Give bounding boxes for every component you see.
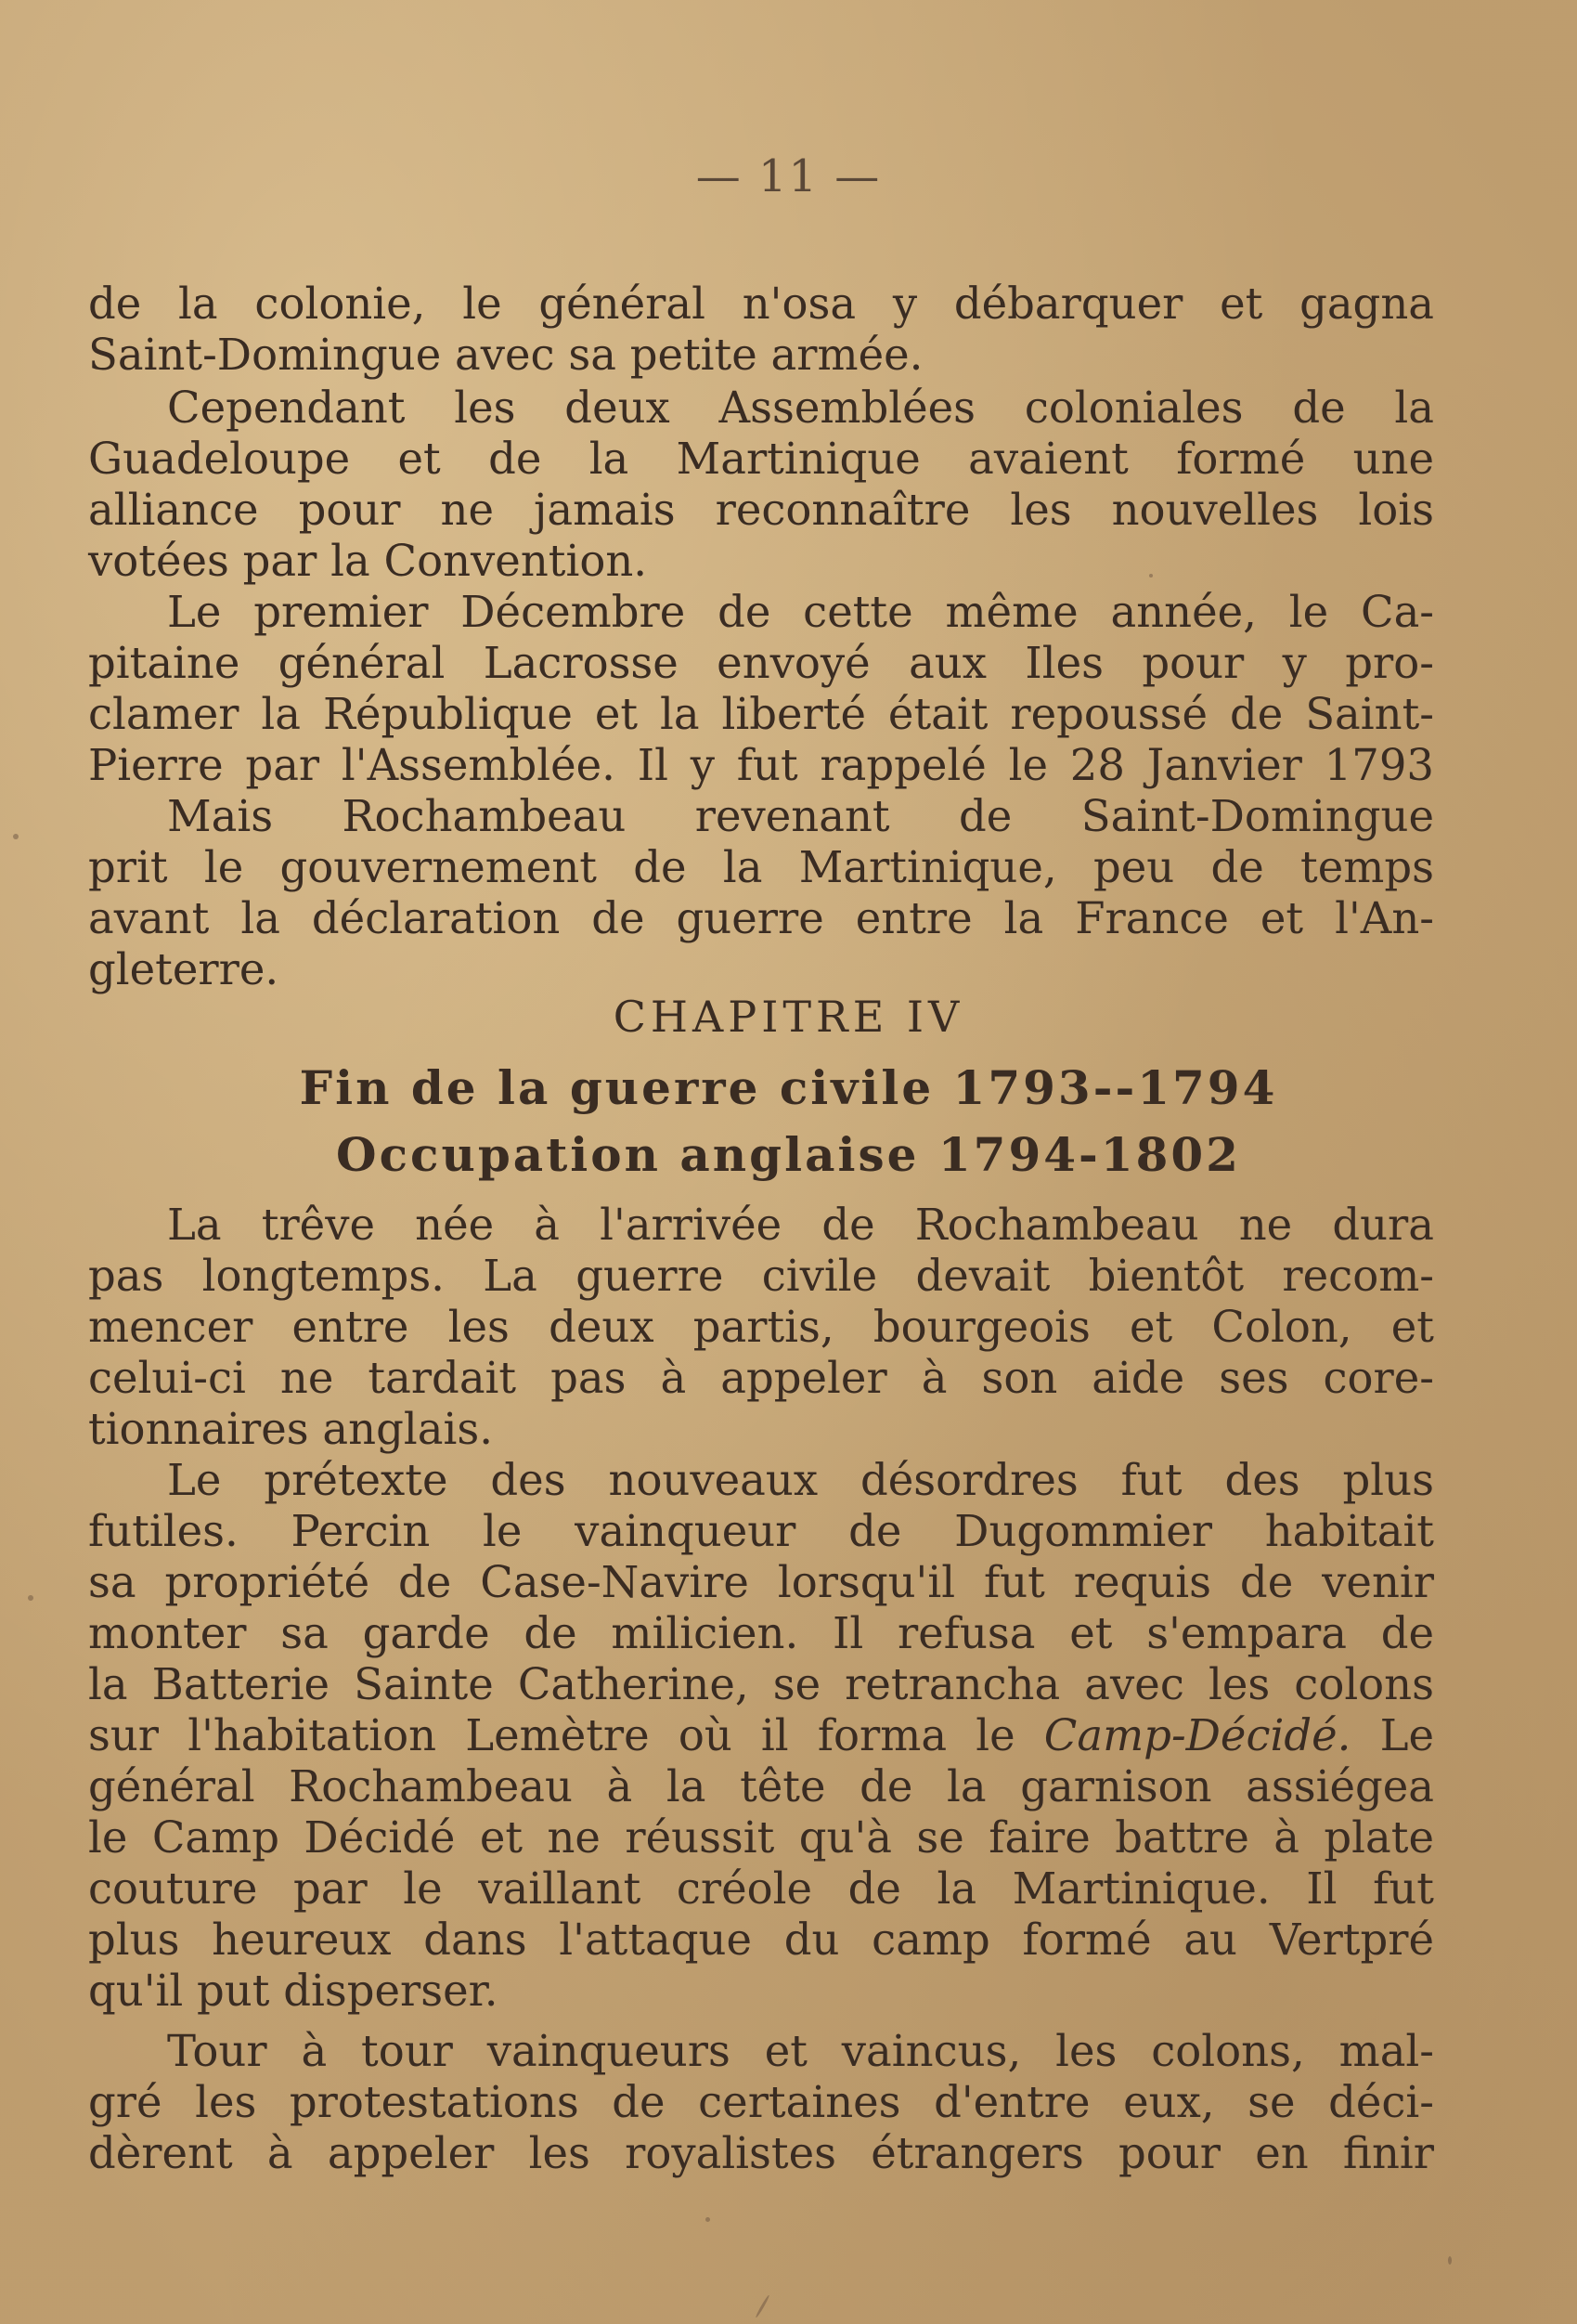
text-line: le Camp Décidé et ne réussit qu'à se faire battre à plate <box>88 1812 1434 1863</box>
text-line: votées par la Convention. <box>88 536 648 586</box>
chapter-title-line1: Fin de la guerre civile 1793--1794 <box>299 1060 1278 1115</box>
text-line: pas longtemps. La guerre civile devait bientôt recom- <box>88 1251 1434 1301</box>
text-line: prit le gouvernement de la Martinique, peu de temps <box>88 842 1434 892</box>
paragraph-pretexte <box>88 1455 1434 2017</box>
text-line: pitaine général Lacrosse envoyé aux Iles pour y pro- <box>88 638 1434 688</box>
paper-speck <box>755 2294 770 2318</box>
text-line: tionnaires anglais. <box>88 1404 493 1454</box>
chapter-title-line2: Occupation anglaise 1794-1802 <box>336 1127 1241 1182</box>
text-line: Pierre par l'Assemblée. Il y fut rappelé le 28 Janvier 1793 <box>88 740 1434 790</box>
paragraph-decembre <box>88 587 1434 791</box>
text-line: Saint-Domingue avec sa petite armée. <box>88 330 924 380</box>
text-line: qu'il put disperser. <box>88 1966 498 2016</box>
text-line: futiles. Percin le vainqueur de Dugommier habitait <box>88 1506 1434 1556</box>
text-line: Cependant les deux Assemblées coloniales de la <box>167 383 1434 433</box>
text-line: alliance pour ne jamais reconnaître les nouvelles lois <box>88 485 1434 535</box>
text-line: la Batterie Sainte Catherine, se retrancha avec les colons <box>88 1659 1434 1709</box>
paper-speck <box>13 834 19 839</box>
paragraph-continuation <box>88 279 1434 381</box>
text-line: couture par le vaillant créole de la Martinique. Il fut <box>88 1863 1434 1914</box>
text-line: Le premier Décembre de cette même année, le Ca- <box>167 587 1434 637</box>
paper-speck <box>1149 574 1153 578</box>
paper-speck <box>705 2217 710 2222</box>
paragraph-treve <box>88 1200 1434 1455</box>
text-line: Le prétexte des nouveaux désordres fut des plus <box>167 1455 1434 1505</box>
text-line: dèrent à appeler les royalistes étrangers pour en finir <box>88 2128 1434 2178</box>
paragraph-tour-a-tour <box>88 2026 1434 2179</box>
text-line: plus heureux dans l'attaque du camp formé au Vertpré <box>88 1915 1434 1965</box>
text-segment: sur l'habitation Lemètre où il forma le <box>88 1710 1015 1760</box>
text-line: sa propriété de Case-Navire lorsqu'il fut requis de venir <box>88 1557 1434 1607</box>
text-line: de la colonie, le général n'osa y débarquer et gagna <box>88 279 1434 329</box>
text-line: clamer la République et la liberté était repoussé de Saint- <box>88 689 1434 739</box>
page-number: — 11 — <box>695 150 882 202</box>
text-line: Guadeloupe et de la Martinique avaient formé une <box>88 434 1434 484</box>
paragraph-rochambeau <box>88 791 1434 995</box>
text-line: Tour à tour vainqueurs et vaincus, les colons, mal- <box>167 2026 1434 2076</box>
text-line-camp <box>88 1710 1434 1761</box>
paper-speck <box>28 1595 33 1601</box>
text-line: La trêve née à l'arrivée de Rochambeau ne dura <box>167 1200 1434 1250</box>
text-line: Mais Rochambeau revenant de Saint-Domingue <box>167 791 1434 841</box>
text-line: avant la déclaration de guerre entre la France et l'An- <box>88 893 1434 943</box>
text-line: monter sa garde de milicien. Il refusa et s'empara de <box>88 1608 1434 1658</box>
text-line: gré les protestations de certaines d'entre eux, se déci- <box>88 2077 1434 2127</box>
text-line: mencer entre les deux partis, bourgeois et Colon, et <box>88 1302 1434 1352</box>
text-line: celui-ci ne tardait pas à appeler à son aide ses core- <box>88 1353 1434 1403</box>
paragraph-assemblees <box>88 383 1434 587</box>
text-segment: Le <box>1379 1710 1434 1760</box>
text-line: général Rochambeau à la tête de la garnison assiégea <box>88 1761 1434 1811</box>
camp-name-italic: Camp-Décidé. <box>1043 1710 1351 1760</box>
paper-speck <box>1448 2256 1452 2265</box>
text-line: gleterre. <box>88 944 279 994</box>
chapter-label: CHAPITRE IV <box>613 992 964 1042</box>
